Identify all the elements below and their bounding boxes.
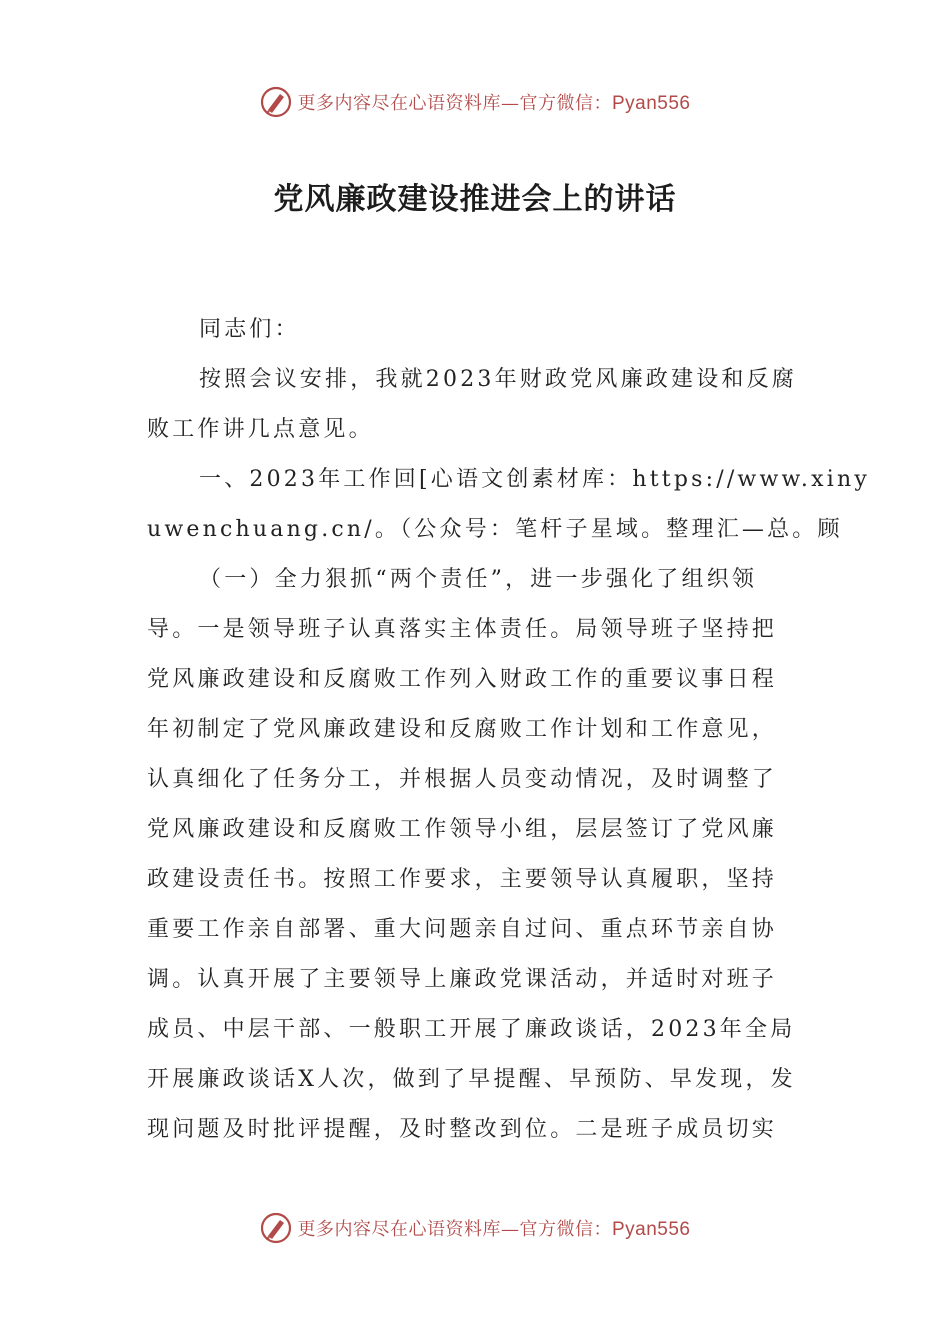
- text-line: 认真细化了任务分工，并根据人员变动情况，及时调整了: [147, 767, 778, 792]
- page-title: 党风廉政建设推进会上的讲话: [273, 182, 677, 217]
- wechat-id: Pyan556: [611, 1219, 691, 1240]
- text-line: 党风廉政建设和反腐败工作领导小组，层层签订了党风廉: [147, 817, 778, 842]
- document-body: [147, 305, 870, 1155]
- text-line: 政建设责任书。按照工作要求，主要领导认真履职，坚持: [147, 867, 778, 892]
- text-line: 开展廉政谈话X人次，做到了早提醒、早预防、早发现，发: [147, 1067, 796, 1092]
- text-line: 党风廉政建设和反腐败工作列入财政工作的重要议事日程: [147, 667, 778, 692]
- pen-logo-icon: [259, 85, 293, 119]
- wechat-id: Pyan556: [611, 93, 691, 114]
- text-line: 同志们：: [199, 317, 300, 342]
- text-line: （一）全力狠抓“两个责任”，进一步强化了组织领: [199, 567, 758, 592]
- text-line: 现问题及时批评提醒，及时整改到位。二是班子成员切实: [147, 1117, 778, 1142]
- pen-logo-icon: [259, 1211, 293, 1245]
- text-line: 调。认真开展了主要领导上廉政党课活动，并适时对班子: [147, 967, 778, 992]
- header-watermark-banner: [0, 82, 950, 122]
- text-line: 年初制定了党风廉政建设和反腐败工作计划和工作意见，: [147, 717, 778, 742]
- banner-text: 更多内容尽在心语资料库—官方微信：Pyan556: [297, 1219, 691, 1240]
- text-line: 重要工作亲自部署、重大问题亲自过问、重点环节亲自协: [147, 917, 778, 942]
- text-line: 导。一是领导班子认真落实主体责任。局领导班子坚持把: [147, 617, 778, 642]
- banner-text: 更多内容尽在心语资料库—官方微信：Pyan556: [297, 93, 691, 114]
- text-line: 一、2023年工作回[心语文创素材库：https://www.xiny: [199, 467, 870, 492]
- text-line: 按照会议安排，我就2023年财政党风廉政建设和反腐: [199, 367, 797, 392]
- text-line: 败工作讲几点意见。: [147, 417, 374, 442]
- text-line: uwenchuang.cn/。（公众号：笔杆子星域。整理汇—总。顾: [147, 517, 843, 542]
- text-line: 成员、中层干部、一般职工开展了廉政谈话，2023年全局: [147, 1017, 796, 1042]
- footer-watermark-banner: [0, 1208, 950, 1248]
